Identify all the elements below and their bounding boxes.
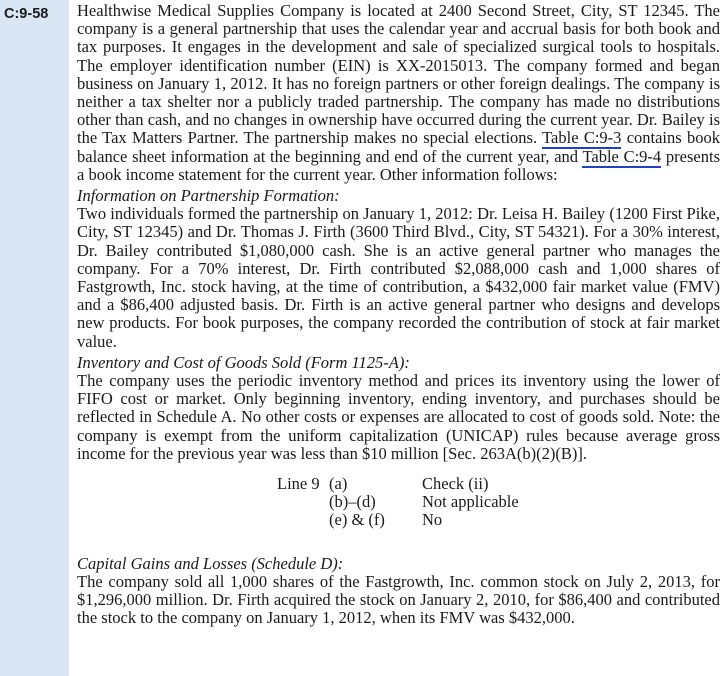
capital-gains-paragraph: The company sold all 1,000 shares of the Fastgrowth, Inc. common stock on July 2, 2013, for $1,296,000 million. Dr. Firth acquired the stock on January 2, 2010, for $86,400 and contributed the stock to the company on January 1, 2012, when its FMV was $432,000.	[77, 571, 720, 628]
problem-number: C:9-58	[4, 6, 49, 22]
inventory-heading: Inventory and Cost of Goods Sold (Form 1125-A):	[77, 352, 410, 372]
capital-gains-heading: Capital Gains and Losses (Schedule D):	[77, 553, 344, 573]
table-row	[277, 511, 519, 529]
line-item: (b)–(d)	[329, 492, 376, 512]
inventory-paragraph: The company uses the periodic inventory method and prices its inventory using the lower of FIFO cost or market. Only beginning inventory, ending inventory, and purchases should be reflected in Schedule A. No other costs or expenses are allocated to cost of goods sold. Note: the company is exempt from the uniform capitalization (UNICAP) rules because average gross income for the previous year was less than $10 million [Sec. 263A(b)(2)(B)].	[77, 371, 720, 463]
formation-heading: Information on Partnership Formation:	[77, 186, 340, 206]
line-answer: No	[422, 510, 443, 530]
intro-text-1: Healthwise Medical Supplies Company is located at 2400 Second Street, City, ST 12345. The company is a general partnership that uses the calendar year and accrual basis for both book and tax purposes. It engages in the development and sale of specialized surgical tools to hospitals. The employer identification number (EIN) is XX-2015013. The company formed and began business on January 1, 2012. It has no foreign partners or other foreign dealings. The company is neither a tax shelter nor a publicly traded partnership. The company has made no distributions other than cash, and no changes in ownership have occurred during the current year. Dr. Bailey is the Tax Matters Partner. The partnership makes no special elections.	[77, 1, 720, 148]
line-item: (e) & (f)	[329, 510, 385, 530]
table-row	[277, 493, 519, 511]
line-label: Line 9	[277, 474, 320, 494]
section-spacer	[77, 530, 720, 552]
table-c9-4-link[interactable]: Table C:9-4	[582, 146, 662, 166]
table-c9-3-link[interactable]: Table C:9-3	[542, 128, 622, 148]
intro-text-2: contains book balance sheet information at the beginning and end of the current year, and	[77, 128, 720, 166]
line-label	[277, 493, 329, 511]
intro-paragraph	[77, 2, 720, 184]
intro-text-3: presents a book income statement for the current year. Other information follows:	[77, 146, 720, 184]
line-answer: Not applicable	[422, 492, 519, 512]
table-row	[277, 475, 519, 493]
line-answer: Check (ii)	[422, 474, 489, 494]
line-items-table	[277, 475, 519, 530]
line-label	[277, 511, 329, 529]
line-item: (a)	[329, 474, 348, 494]
problem-content	[77, 2, 720, 628]
formation-paragraph: Two individuals formed the partnership on January 1, 2012: Dr. Leisa H. Bailey (1200 First Pike, City, ST 12345) and Dr. Thomas J. Firth (3600 Third Blvd., City, ST 54321). For a 30% interest, Dr. Bailey contributed $1,080,000 cash. She is an active general partner who manages the company. For a 70% interest, Dr. Firth contributed $2,088,000 cash and 1,000 shares of Fastgrowth, Inc. stock having, at the time of contribution, a $432,000 fair market value (FMV) and a $86,400 adjusted basis. Dr. Firth is an active general partner who designs and develops new products. For book purposes, the company recorded the contribution of stock at fair market value.	[77, 204, 720, 351]
problem-sidebar	[0, 0, 69, 676]
